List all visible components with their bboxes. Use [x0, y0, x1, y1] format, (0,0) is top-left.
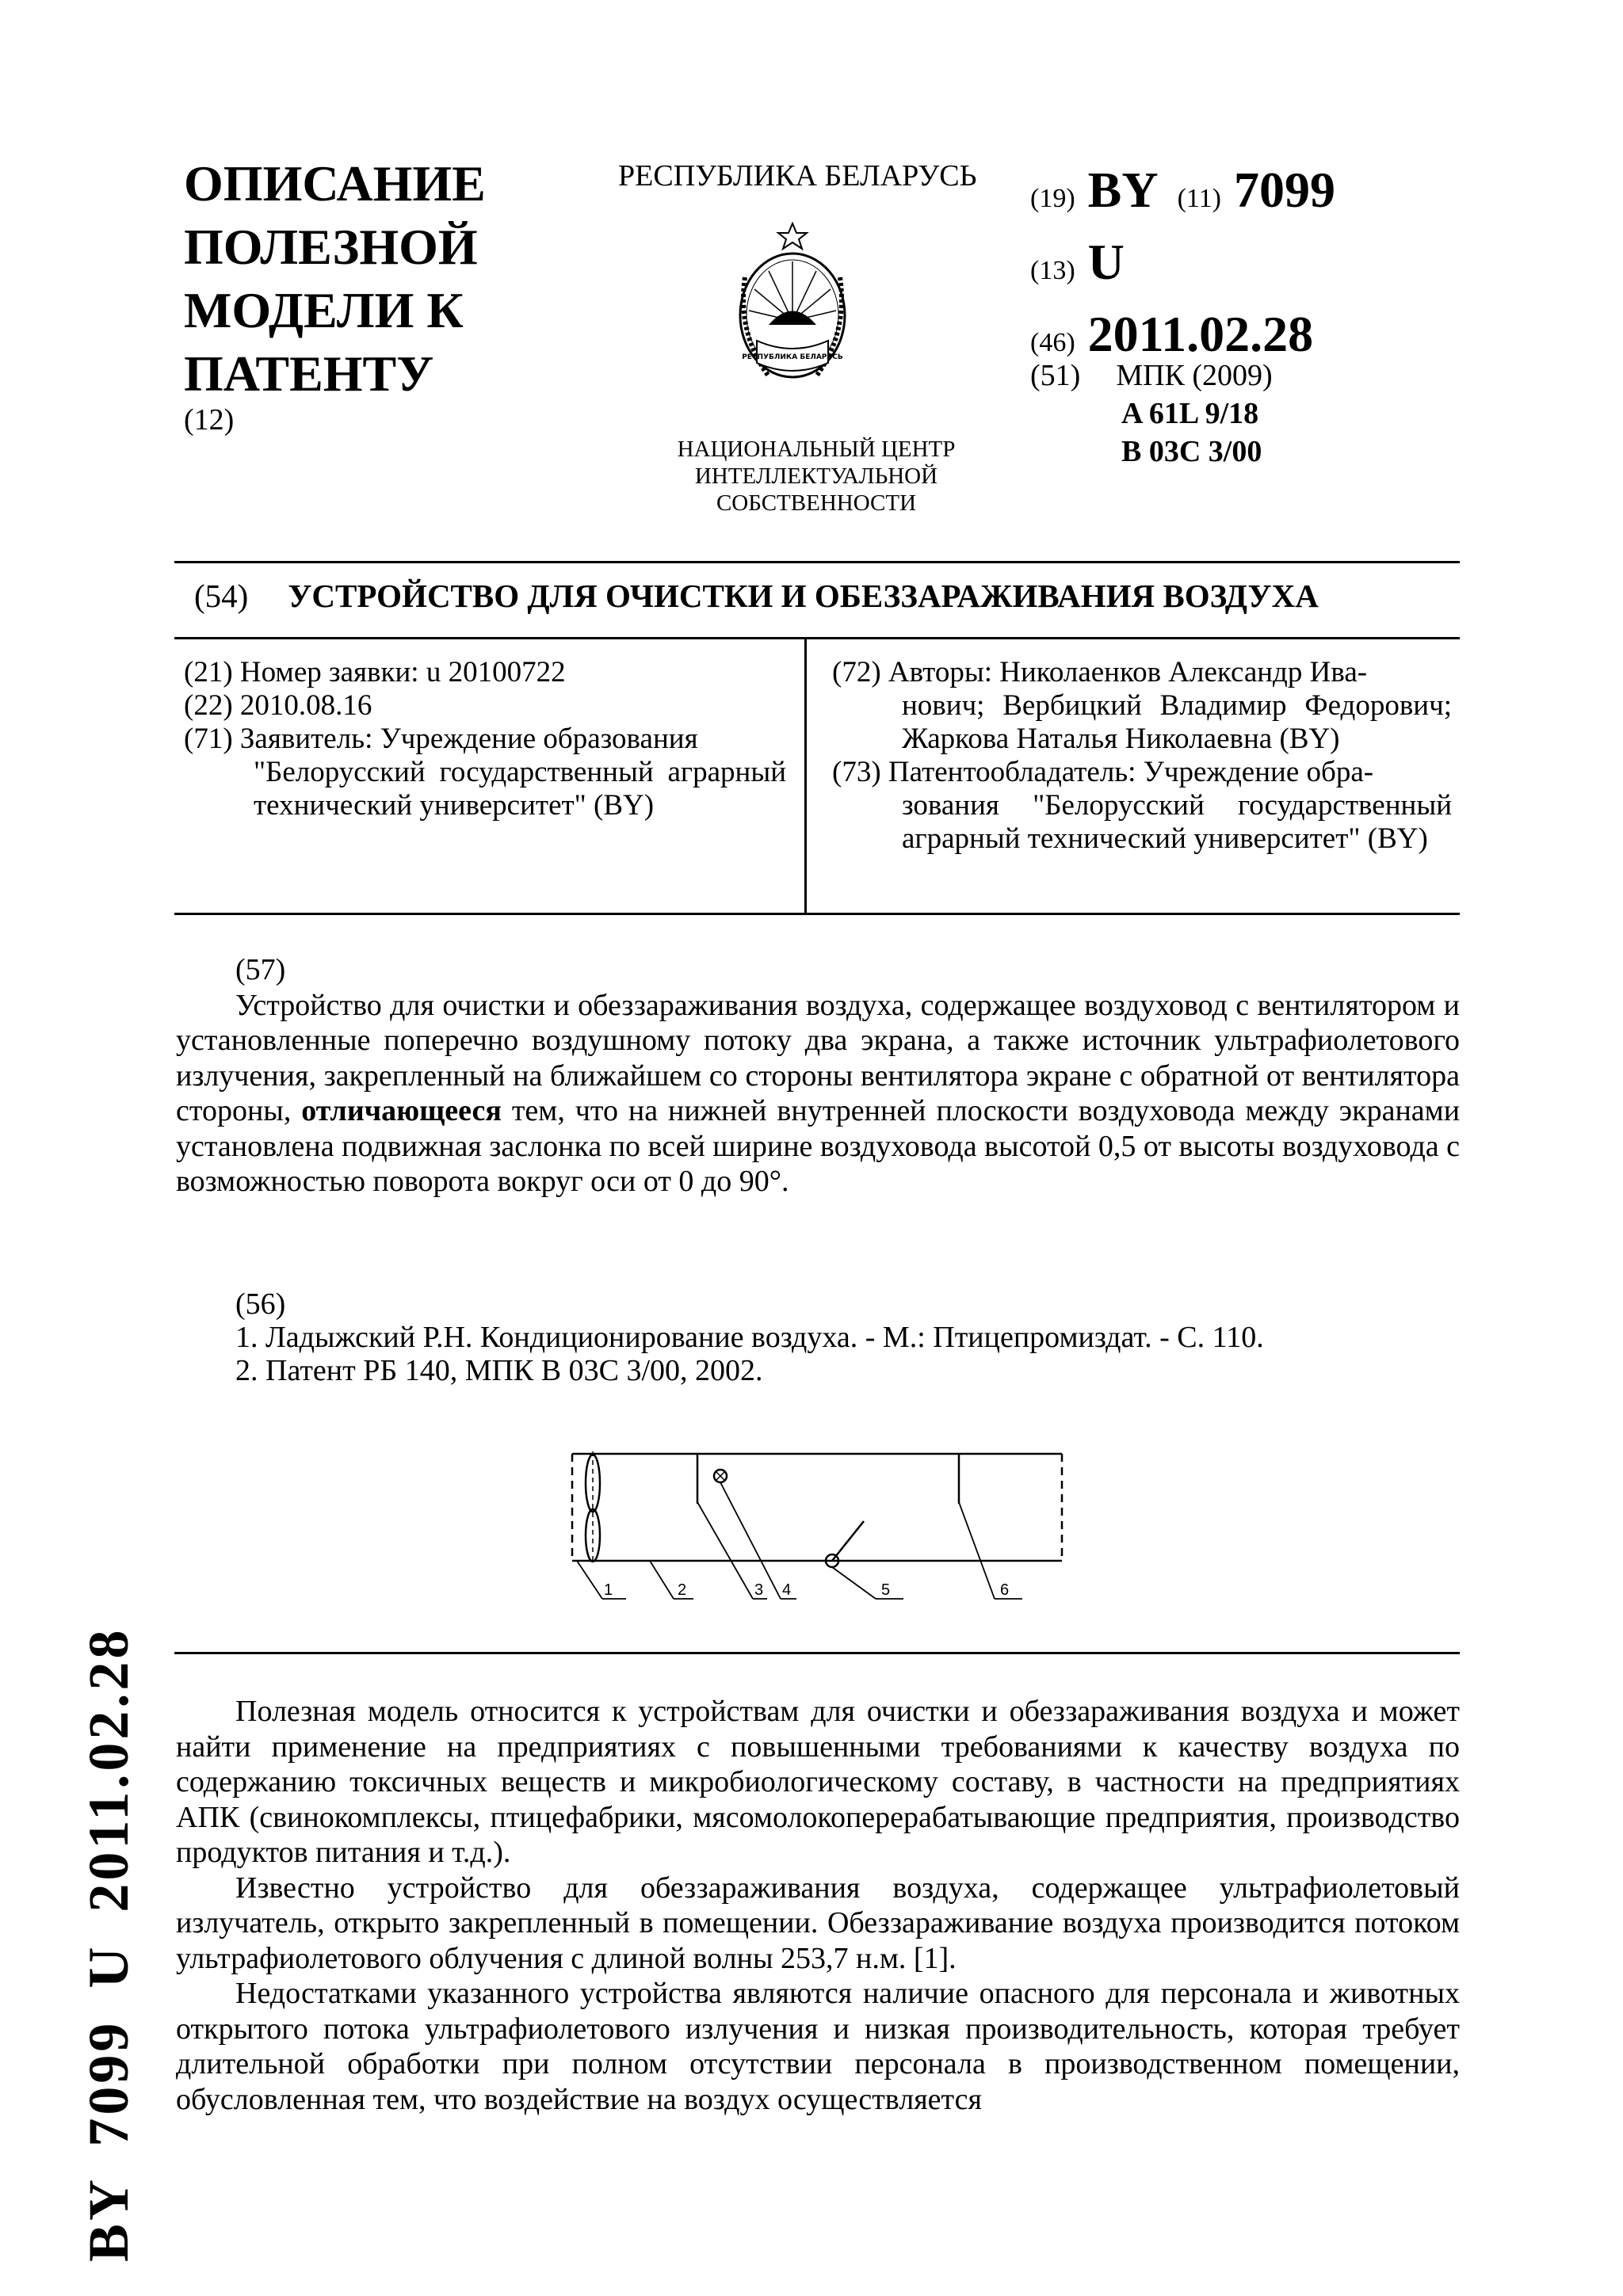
inid-code-19: (19): [1030, 184, 1075, 213]
ipc-label: МПК (2009): [1116, 359, 1273, 392]
inid-code-13: (13): [1030, 256, 1075, 285]
kind-code: U: [1087, 234, 1125, 290]
ipc-class: B 03C 3/00: [1121, 435, 1262, 468]
reference-item: 2. Патент РБ 140, МПК B 03C 3/00, 2002.: [235, 1354, 763, 1387]
authors-label: (72) Авторы: Николаенков Александр Ива-: [832, 656, 1368, 688]
inid-code-12: (12): [184, 403, 235, 437]
publication-codes: [1030, 158, 1335, 375]
figure-label: 4: [782, 1581, 792, 1599]
inid-code-51: (51): [1030, 359, 1081, 392]
divider: [174, 913, 1460, 915]
ipc-block: [1030, 357, 1273, 471]
title-line: ПАТЕНТУ: [184, 345, 434, 402]
bibliographic-left: [184, 656, 786, 822]
claim-preamble: Устройство для очистки и обеззараживания воздуха, содержащее воздуховод с вентилятором и установленные поперечно воздушному потоку два экрана, а также источник ультрафиолетового излучения, закрепленный на ближайшем со стороны вентилятора экране с обратной от вентилятора стороны,: [176, 988, 1460, 1127]
patent-number: 7099: [1233, 162, 1335, 218]
kind-code-row: [1030, 231, 1335, 303]
inid-code-46: (46): [1030, 328, 1075, 357]
applicant-label: (71) Заявитель: Учреждение образования: [184, 723, 698, 755]
title-line: ПОЛЕЗНОЙ: [184, 219, 478, 275]
office-line: НАЦИОНАЛЬНЫЙ ЦЕНТР: [677, 437, 956, 462]
divider: [174, 1652, 1460, 1654]
inid-code-11: (11): [1177, 184, 1221, 213]
figure-label: 3: [754, 1581, 764, 1599]
office-line: ИНТЕЛЛЕКТУАЛЬНОЙ: [694, 463, 938, 489]
emblem-ribbon-text: РЕСПУБЛИКА БЕЛАРУСЬ: [742, 353, 843, 361]
invention-title: [194, 577, 1319, 615]
description-paragraph: Известно устройство для обеззараживания воздуха, содержащее ультрафиолетовый излучатель, открыто закрепленный в помещении. Обеззараживание воздуха производится потоком ультрафиолетового облучения с длиной волны 253,7 н.м. [1].: [176, 1871, 1460, 1975]
title-line: МОДЕЛИ К: [184, 282, 464, 338]
republic-name: РЕСПУБЛИКА БЕЛАРУСЬ: [618, 159, 977, 193]
application-number: (21) Номер заявки: u 20100722: [184, 656, 566, 688]
publication-date: 2011.02.28: [1087, 306, 1314, 362]
publication-number-row: [1030, 158, 1335, 231]
applicant-name: "Белорусский государственный аграрный технический университет" (BY): [254, 756, 786, 822]
device-diagram: [555, 1442, 1078, 1624]
inid-code-56: (56): [235, 1287, 286, 1321]
owner-name: зования "Белорусский государственный аграрный технический университет" (BY): [902, 789, 1452, 855]
document-type-title: [184, 152, 486, 406]
references-section: [235, 1287, 1264, 1387]
title-line: ОПИСАНИЕ: [184, 155, 486, 212]
ipc-class: A 61L 9/18: [1121, 397, 1259, 430]
bibliographic-right: [832, 656, 1452, 856]
description-paragraph: Полезная модель относится к устройствам для очистки и обеззараживания воздуха и может найти применение на предприятиях с повышенными требованиями к качеству воздуха по содержанию токсичных веществ и микробиологическому составу, в частности на предприятиях АПК (свинокомплексы, птицефабрики, мясомолокоперерабатывающие предприятия, производство продуктов питания и т.д.).: [176, 1695, 1460, 1869]
figure-label: 6: [1000, 1581, 1010, 1599]
figure-label: 2: [678, 1581, 687, 1599]
owner-label: (73) Патентообладатель: Учреждение обра-: [832, 756, 1374, 788]
claim-body: тем, что на нижней внутренней плоскости воздуховода между экранами установлена подвижная заслонка по всей ширине воздуховода высотой 0,5 от высоты воздуховода с возможностью поворота вокруг оси от 0 до 90°.: [176, 1094, 1461, 1198]
filing-date: (22) 2010.08.16: [184, 689, 372, 722]
claims-section: [176, 952, 1460, 1199]
divider: [174, 561, 1460, 563]
patent-office-name: [634, 436, 999, 517]
figure-label: 5: [881, 1581, 891, 1599]
reference-item: 1. Ладыжский Р.Н. Кондиционирование воздуха. - М.: Птицепромиздат. - С. 110.: [235, 1321, 1264, 1354]
state-emblem-icon: [713, 222, 872, 408]
side-publication-label: BY 7099 U 2011.02.28: [77, 1627, 140, 2262]
description-section: [176, 1694, 1460, 2117]
figure-label: 1: [604, 1581, 613, 1599]
damper-flap: [832, 1521, 864, 1561]
inid-code-57: (57): [235, 953, 286, 986]
column-divider: [804, 639, 807, 913]
office-line: СОБСТВЕННОСТИ: [716, 490, 917, 516]
claim-text: [176, 988, 1460, 1199]
country-code: BY: [1087, 162, 1159, 218]
claim-characterizing: отличающееся: [301, 1094, 502, 1127]
authors-names: нович; Вербицкий Владимир Федорович; Жаркова Наталья Николаевна (BY): [902, 689, 1452, 755]
inid-code-54: (54): [194, 578, 249, 614]
invention-title-text: УСТРОЙСТВО ДЛЯ ОЧИСТКИ И ОБЕЗЗАРАЖИВАНИЯ ВОЗДУХА: [288, 578, 1319, 614]
divider: [174, 637, 1460, 639]
description-paragraph: Недостатками указанного устройства являются наличие опасного для персонала и животных открытого потока ультрафиолетового излучения и низкая производительность, которая требует длительной обработки при полном отсутствии персонала в производственном помещении, обусловленная тем, что воздействие на воздух осуществляется: [176, 1977, 1460, 2116]
